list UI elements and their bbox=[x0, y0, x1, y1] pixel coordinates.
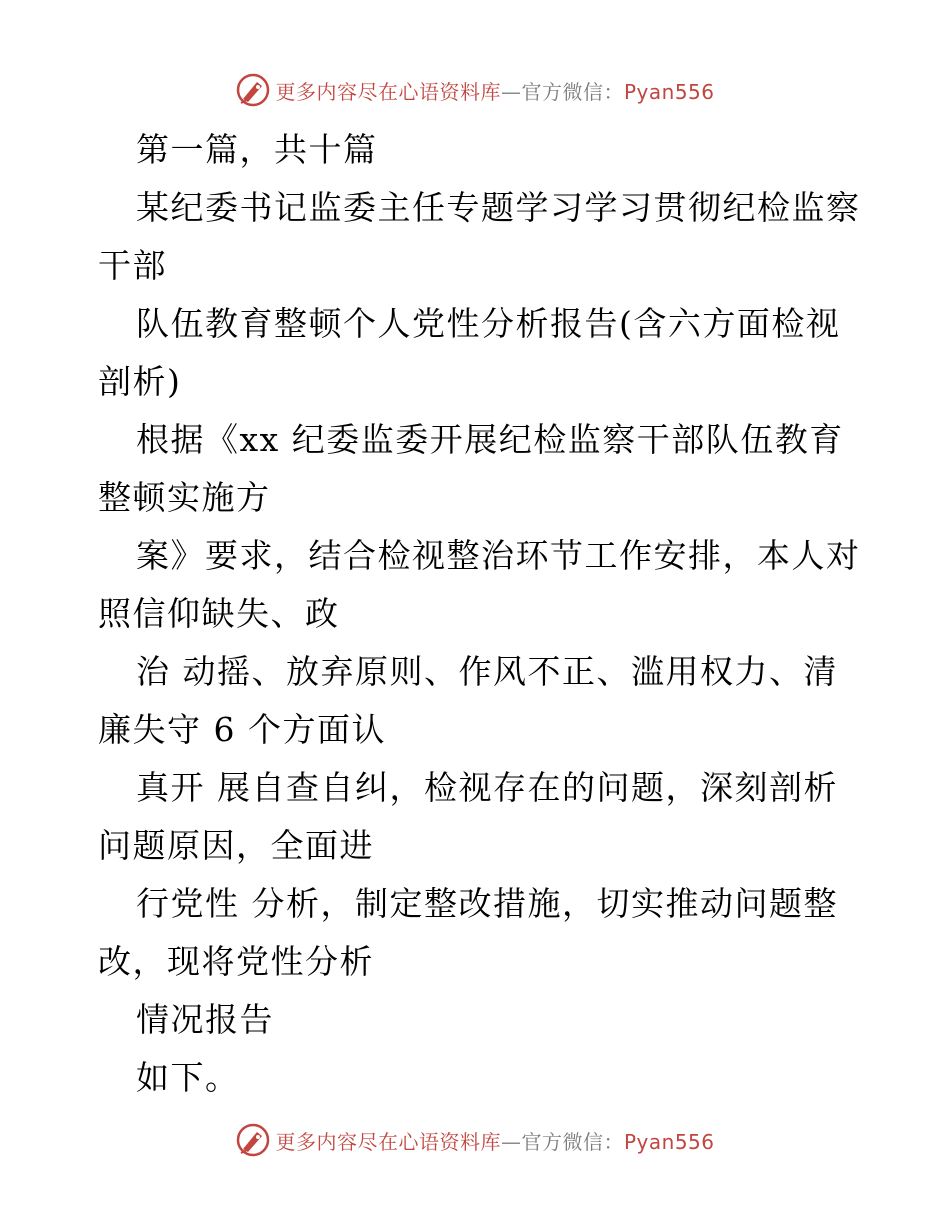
footer-watermark bbox=[0, 1118, 950, 1162]
doc-line: 廉失守 6 个方面认 bbox=[98, 710, 386, 749]
doc-line: 整顿实施方 bbox=[98, 478, 271, 517]
pen-nib-logo-icon bbox=[235, 1122, 271, 1158]
watermark-wechat-id: Pyan556 bbox=[623, 79, 715, 104]
watermark-text bbox=[275, 76, 714, 105]
doc-line: 治 动摇、放弃原则、作风不正、滥用权力、清 bbox=[136, 652, 838, 691]
doc-line: 如下。 bbox=[136, 1058, 240, 1097]
doc-line: 某纪委书记监委主任专题学习学习贯彻纪检监察 bbox=[136, 188, 861, 227]
doc-line: 照信仰缺失、政 bbox=[98, 594, 340, 633]
watermark-brand: 更多内容尽在心语资料库 bbox=[275, 79, 501, 104]
doc-line: 情况报告 bbox=[136, 1000, 274, 1039]
watermark-wechat-label: 官方微信： bbox=[521, 79, 624, 104]
doc-line: 队伍教育整顿个人党性分析报告(含六方面检视 bbox=[136, 304, 841, 343]
document-body bbox=[98, 121, 861, 1107]
doc-line: 干部 bbox=[98, 246, 167, 285]
doc-line: 剖析) bbox=[98, 362, 182, 401]
watermark-text bbox=[275, 1126, 714, 1155]
watermark-separator: — bbox=[500, 79, 522, 104]
doc-line: 改，现将党性分析 bbox=[98, 942, 374, 981]
header-watermark bbox=[0, 68, 950, 112]
pen-nib-logo-icon bbox=[235, 72, 271, 108]
watermark-wechat-id: Pyan556 bbox=[623, 1129, 715, 1154]
doc-line: 行党性 分析，制定整改措施，切实推动问题整 bbox=[136, 884, 838, 923]
doc-line: 问题原因，全面进 bbox=[98, 826, 374, 865]
watermark-brand: 更多内容尽在心语资料库 bbox=[275, 1129, 501, 1154]
doc-line: 根据《xx 纪委监委开展纪检监察干部队伍教育 bbox=[136, 420, 844, 459]
doc-line: 案》要求，结合检视整治环节工作安排，本人对 bbox=[136, 536, 861, 575]
watermark-separator: — bbox=[500, 1129, 522, 1154]
doc-line: 真开 展自查自纠，检视存在的问题，深刻剖析 bbox=[136, 768, 838, 807]
watermark-wechat-label: 官方微信： bbox=[521, 1129, 624, 1154]
doc-line: 第一篇，共十篇 bbox=[136, 130, 378, 169]
